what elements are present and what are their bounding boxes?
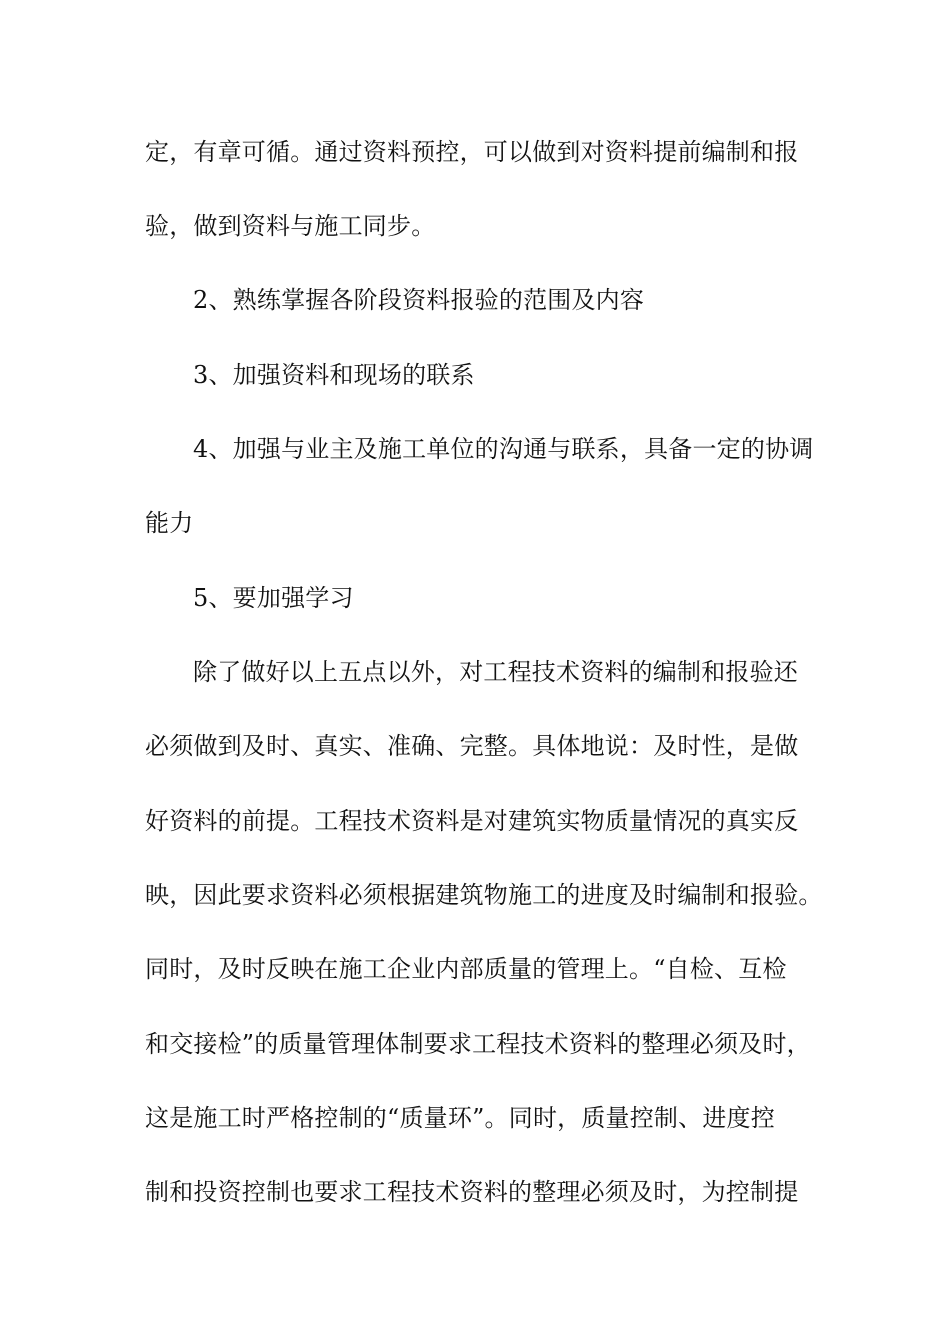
list-item-4-continuation: 能力 [145, 509, 194, 537]
list-item-2: 2、熟练掌握各阶段资料报验的范围及内容 [193, 286, 645, 314]
paragraph-line-3: 好资料的前提。工程技术资料是对建筑实物质量情况的真实反 [145, 807, 799, 835]
paragraph-line-4: 映，因此要求资料必须根据建筑物施工的进度及时编制和报验。 [145, 881, 823, 909]
list-item-3: 3、加强资料和现场的联系 [193, 361, 475, 389]
paragraph-line-6: 和交接检”的质量管理体制要求工程技术资料的整理必须及时， [145, 1030, 811, 1058]
paragraph-line-7: 这是施工时严格控制的“质量环”。同时，质量控制、进度控 [145, 1104, 775, 1132]
paragraph-line-2: 必须做到及时、真实、准确、完整。具体地说：及时性，是做 [145, 732, 799, 760]
list-item-5: 5、要加强学习 [193, 584, 354, 612]
list-item-4: 4、加强与业主及施工单位的沟通与联系，具备一定的协调 [193, 435, 814, 463]
paragraph-line-5: 同时，及时反映在施工企业内部质量的管理上。“自检、互检 [145, 955, 787, 983]
paragraph-line-1: 除了做好以上五点以外，对工程技术资料的编制和报验还 [193, 658, 798, 686]
text-line-2: 验，做到资料与施工同步。 [145, 212, 436, 240]
text-line-1: 定，有章可循。通过资料预控，可以做到对资料提前编制和报 [145, 138, 799, 166]
paragraph-line-8: 制和投资控制也要求工程技术资料的整理必须及时，为控制提 [145, 1178, 799, 1206]
